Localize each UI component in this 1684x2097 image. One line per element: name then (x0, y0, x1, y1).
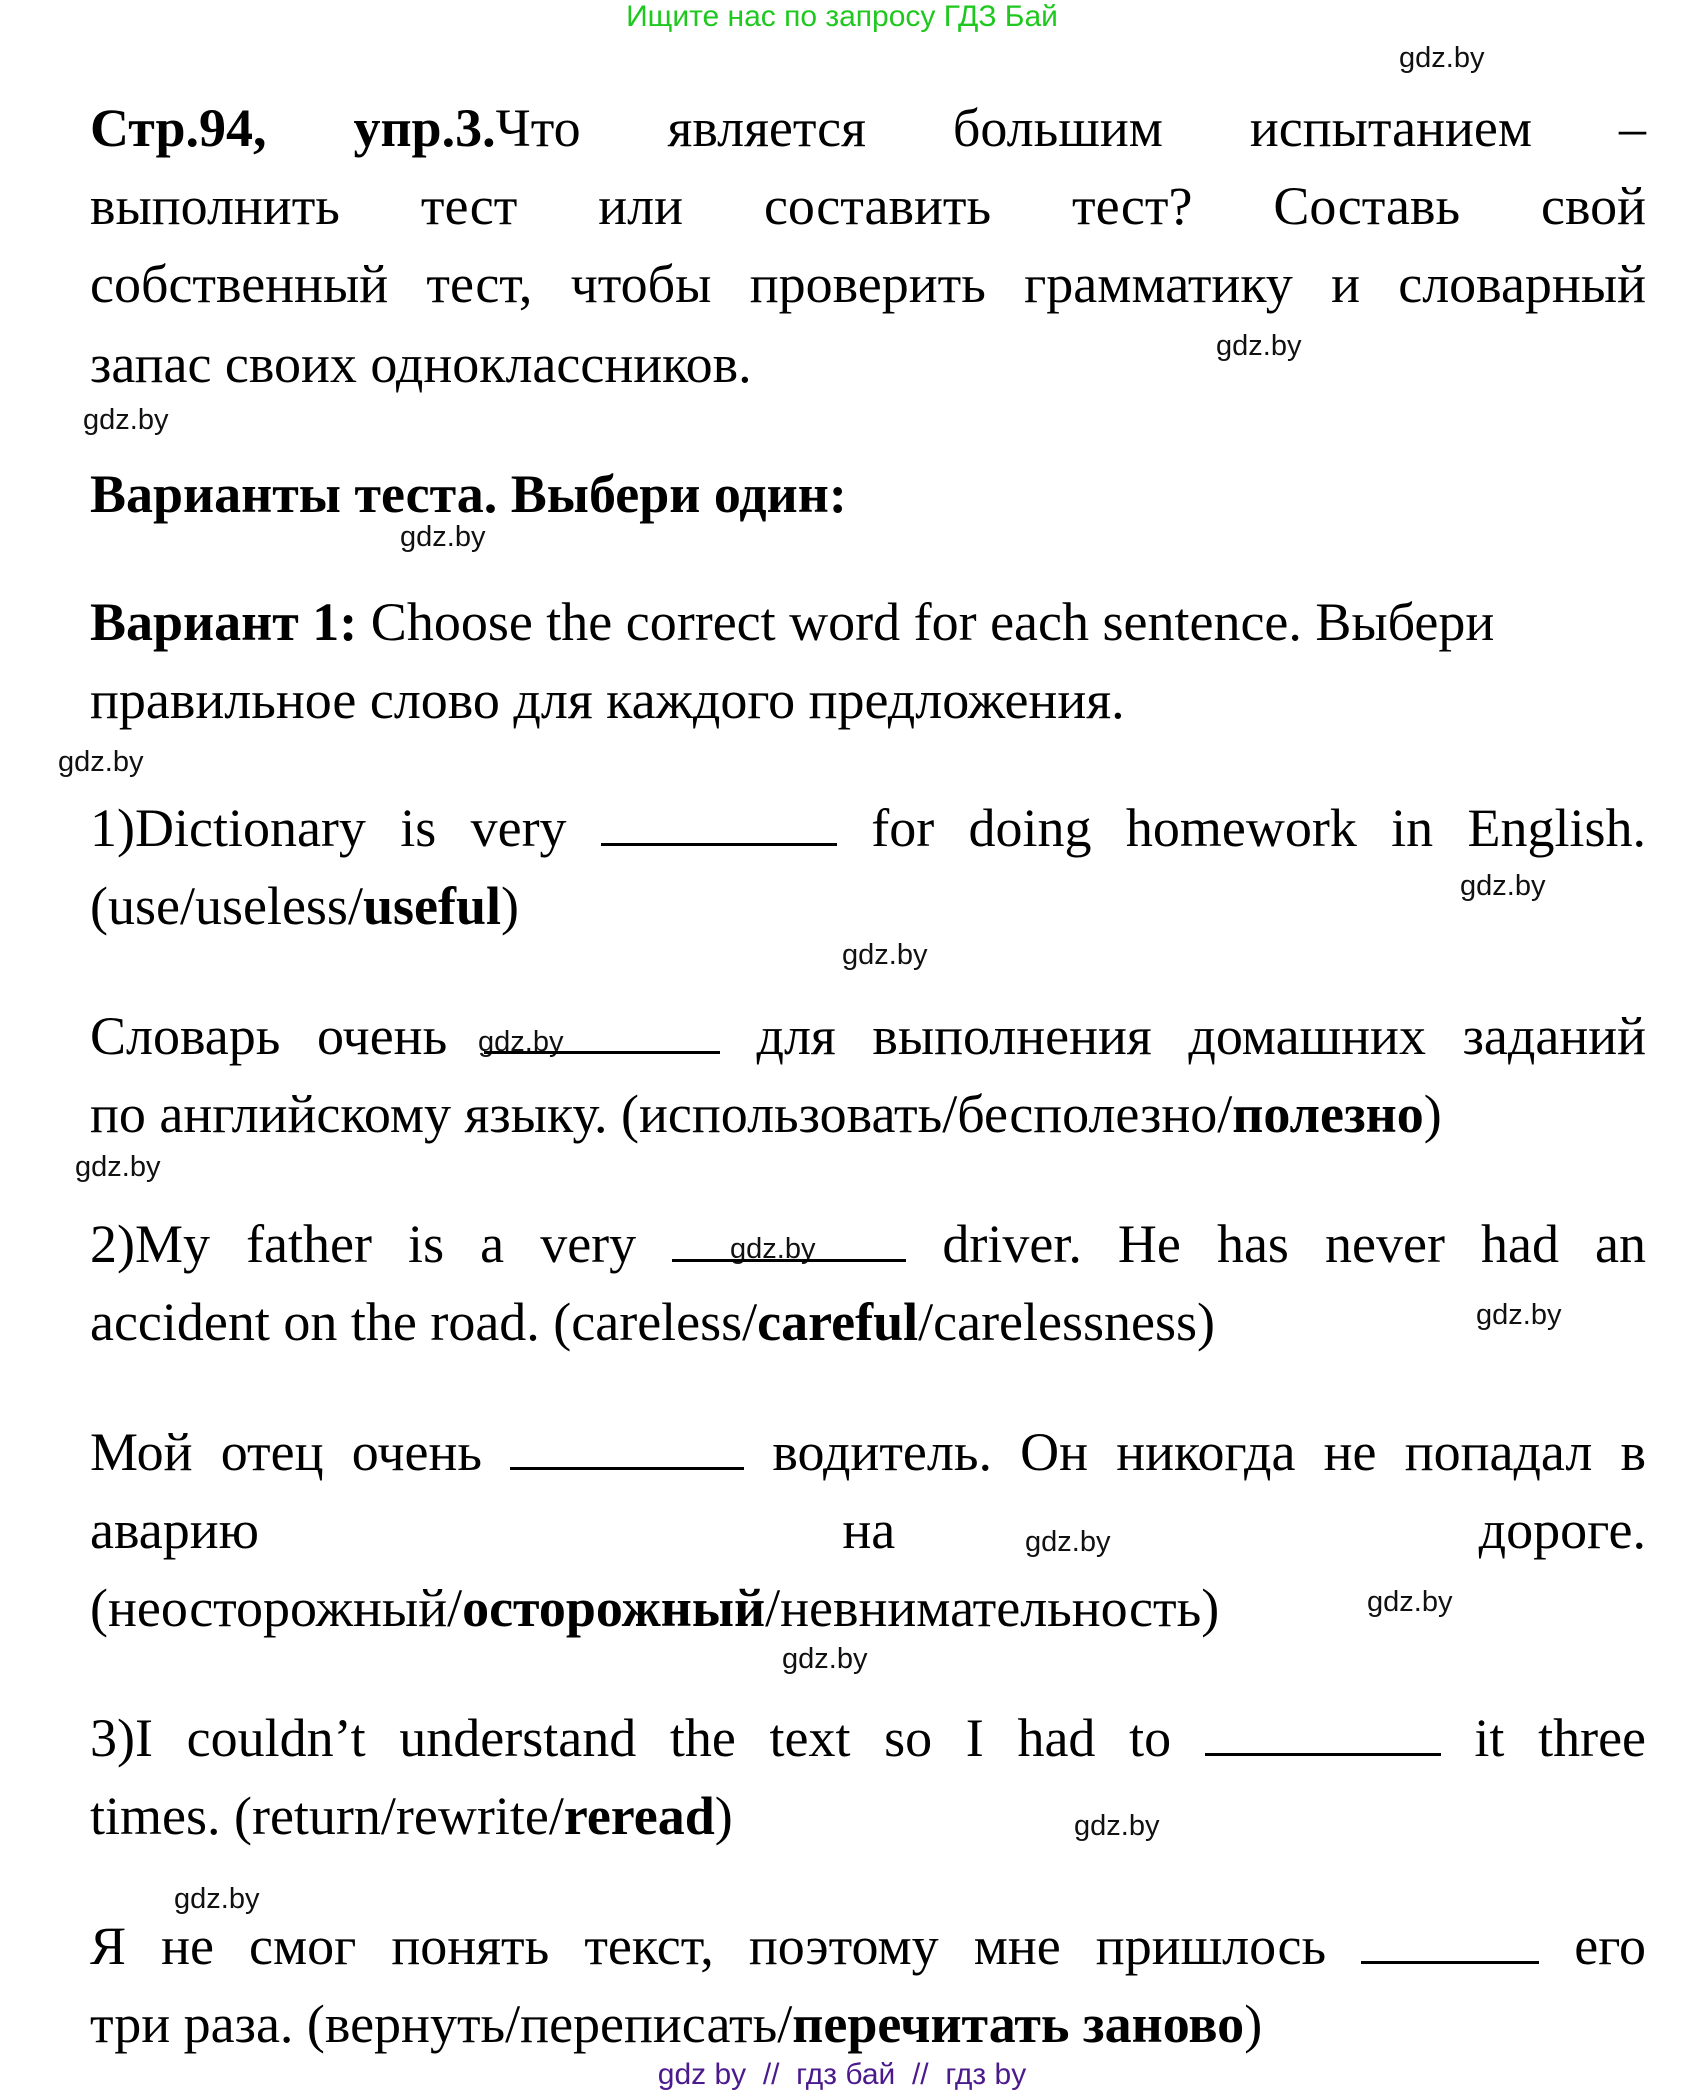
watermark: gdz.by (1399, 42, 1485, 74)
exercise-line-4: запас своих одноклассников. (90, 334, 752, 394)
item2-ru-line1: Мой отец очень водитель. Он никогда не попадал в (90, 1422, 1647, 1482)
variant1-label: Вариант 1: (90, 592, 358, 652)
watermark: gdz.by (58, 746, 144, 778)
watermark: gdz.by (83, 404, 169, 436)
answer-blank (484, 1007, 720, 1054)
variant1-line-1 (90, 590, 1646, 654)
footer-links[interactable]: gdz by // гдз бай // гдз by (657, 2058, 1027, 2091)
watermark: gdz.by (782, 1643, 868, 1675)
answer-blank (601, 799, 837, 846)
item2-en-line1: 2)My father is a very driver. He has never had an (90, 1214, 1647, 1274)
watermark: gdz.by (1476, 1299, 1562, 1331)
correct-answer: перечитать заново (792, 1994, 1245, 2054)
item2-ru-line3: (неосторожный/осторожный/невнимательность) (90, 1578, 1220, 1638)
watermark: gdz.by (478, 1026, 564, 1058)
answer-blank (672, 1215, 906, 1262)
item1-en-line1: 1)Dictionary is very for doing homework in English. (90, 798, 1647, 858)
watermark: gdz.by (1025, 1526, 1111, 1558)
variant1-line-2: правильное слово для каждого предложения. (90, 670, 1125, 730)
item3-en-line2: times. (return/rewrite/reread) (90, 1786, 733, 1846)
watermark: gdz.by (1216, 330, 1302, 362)
watermark: gdz.by (1074, 1810, 1160, 1842)
answer-blank (1361, 1917, 1539, 1964)
item2-en-line2: accident on the road. (careless/careful/carelessness) (90, 1292, 1215, 1352)
exercise-line-2: выполнить тест или составить тест? Составь свой (90, 176, 1646, 236)
correct-answer: полезно (1232, 1084, 1424, 1144)
variant1-instruction: Choose the correct word for each sentence. Выбери (357, 592, 1495, 652)
answer-blank (510, 1423, 744, 1470)
search-banner[interactable]: Ищите нас по запросу ГДЗ Бай (626, 0, 1058, 33)
correct-answer: useful (362, 876, 501, 936)
item1-ru-line2: по английскому языку. (использовать/бесполезно/полезно) (90, 1084, 1442, 1144)
item1-ru-line1: Словарь очень для выполнения домашних заданий (90, 1006, 1647, 1066)
exercise-line-1 (90, 96, 1646, 160)
task-text: Что является большим испытанием – (495, 98, 1646, 158)
correct-answer: reread (563, 1786, 715, 1846)
item3-ru-line2: три раза. (вернуть/переписать/перечитать заново) (90, 1994, 1263, 2054)
item3-en-line1: 3)I couldn’t understand the text so I had to it three (90, 1708, 1647, 1768)
correct-answer: careful (757, 1292, 919, 1352)
watermark: gdz.by (174, 1883, 260, 1915)
exercise-ref: Стр.94, упр.3. (90, 98, 496, 158)
watermark: gdz.by (730, 1233, 816, 1265)
watermark: gdz.by (842, 939, 928, 971)
watermark: gdz.by (400, 521, 486, 553)
item2-ru-line2: аварию на дороге. (90, 1500, 1647, 1560)
watermark: gdz.by (1460, 870, 1546, 902)
correct-answer: осторожный (462, 1578, 766, 1638)
watermark: gdz.by (75, 1151, 161, 1183)
answer-blank (1205, 1709, 1441, 1756)
variants-heading: Варианты теста. Выбери один: (90, 464, 847, 524)
item3-ru-line1: Я не смог понять текст, поэтому мне пришлось его (90, 1916, 1647, 1976)
watermark: gdz.by (1367, 1586, 1453, 1618)
exercise-line-3: собственный тест, чтобы проверить грамматику и словарный (90, 254, 1646, 314)
item1-en-options: (use/useless/useful) (90, 876, 519, 936)
